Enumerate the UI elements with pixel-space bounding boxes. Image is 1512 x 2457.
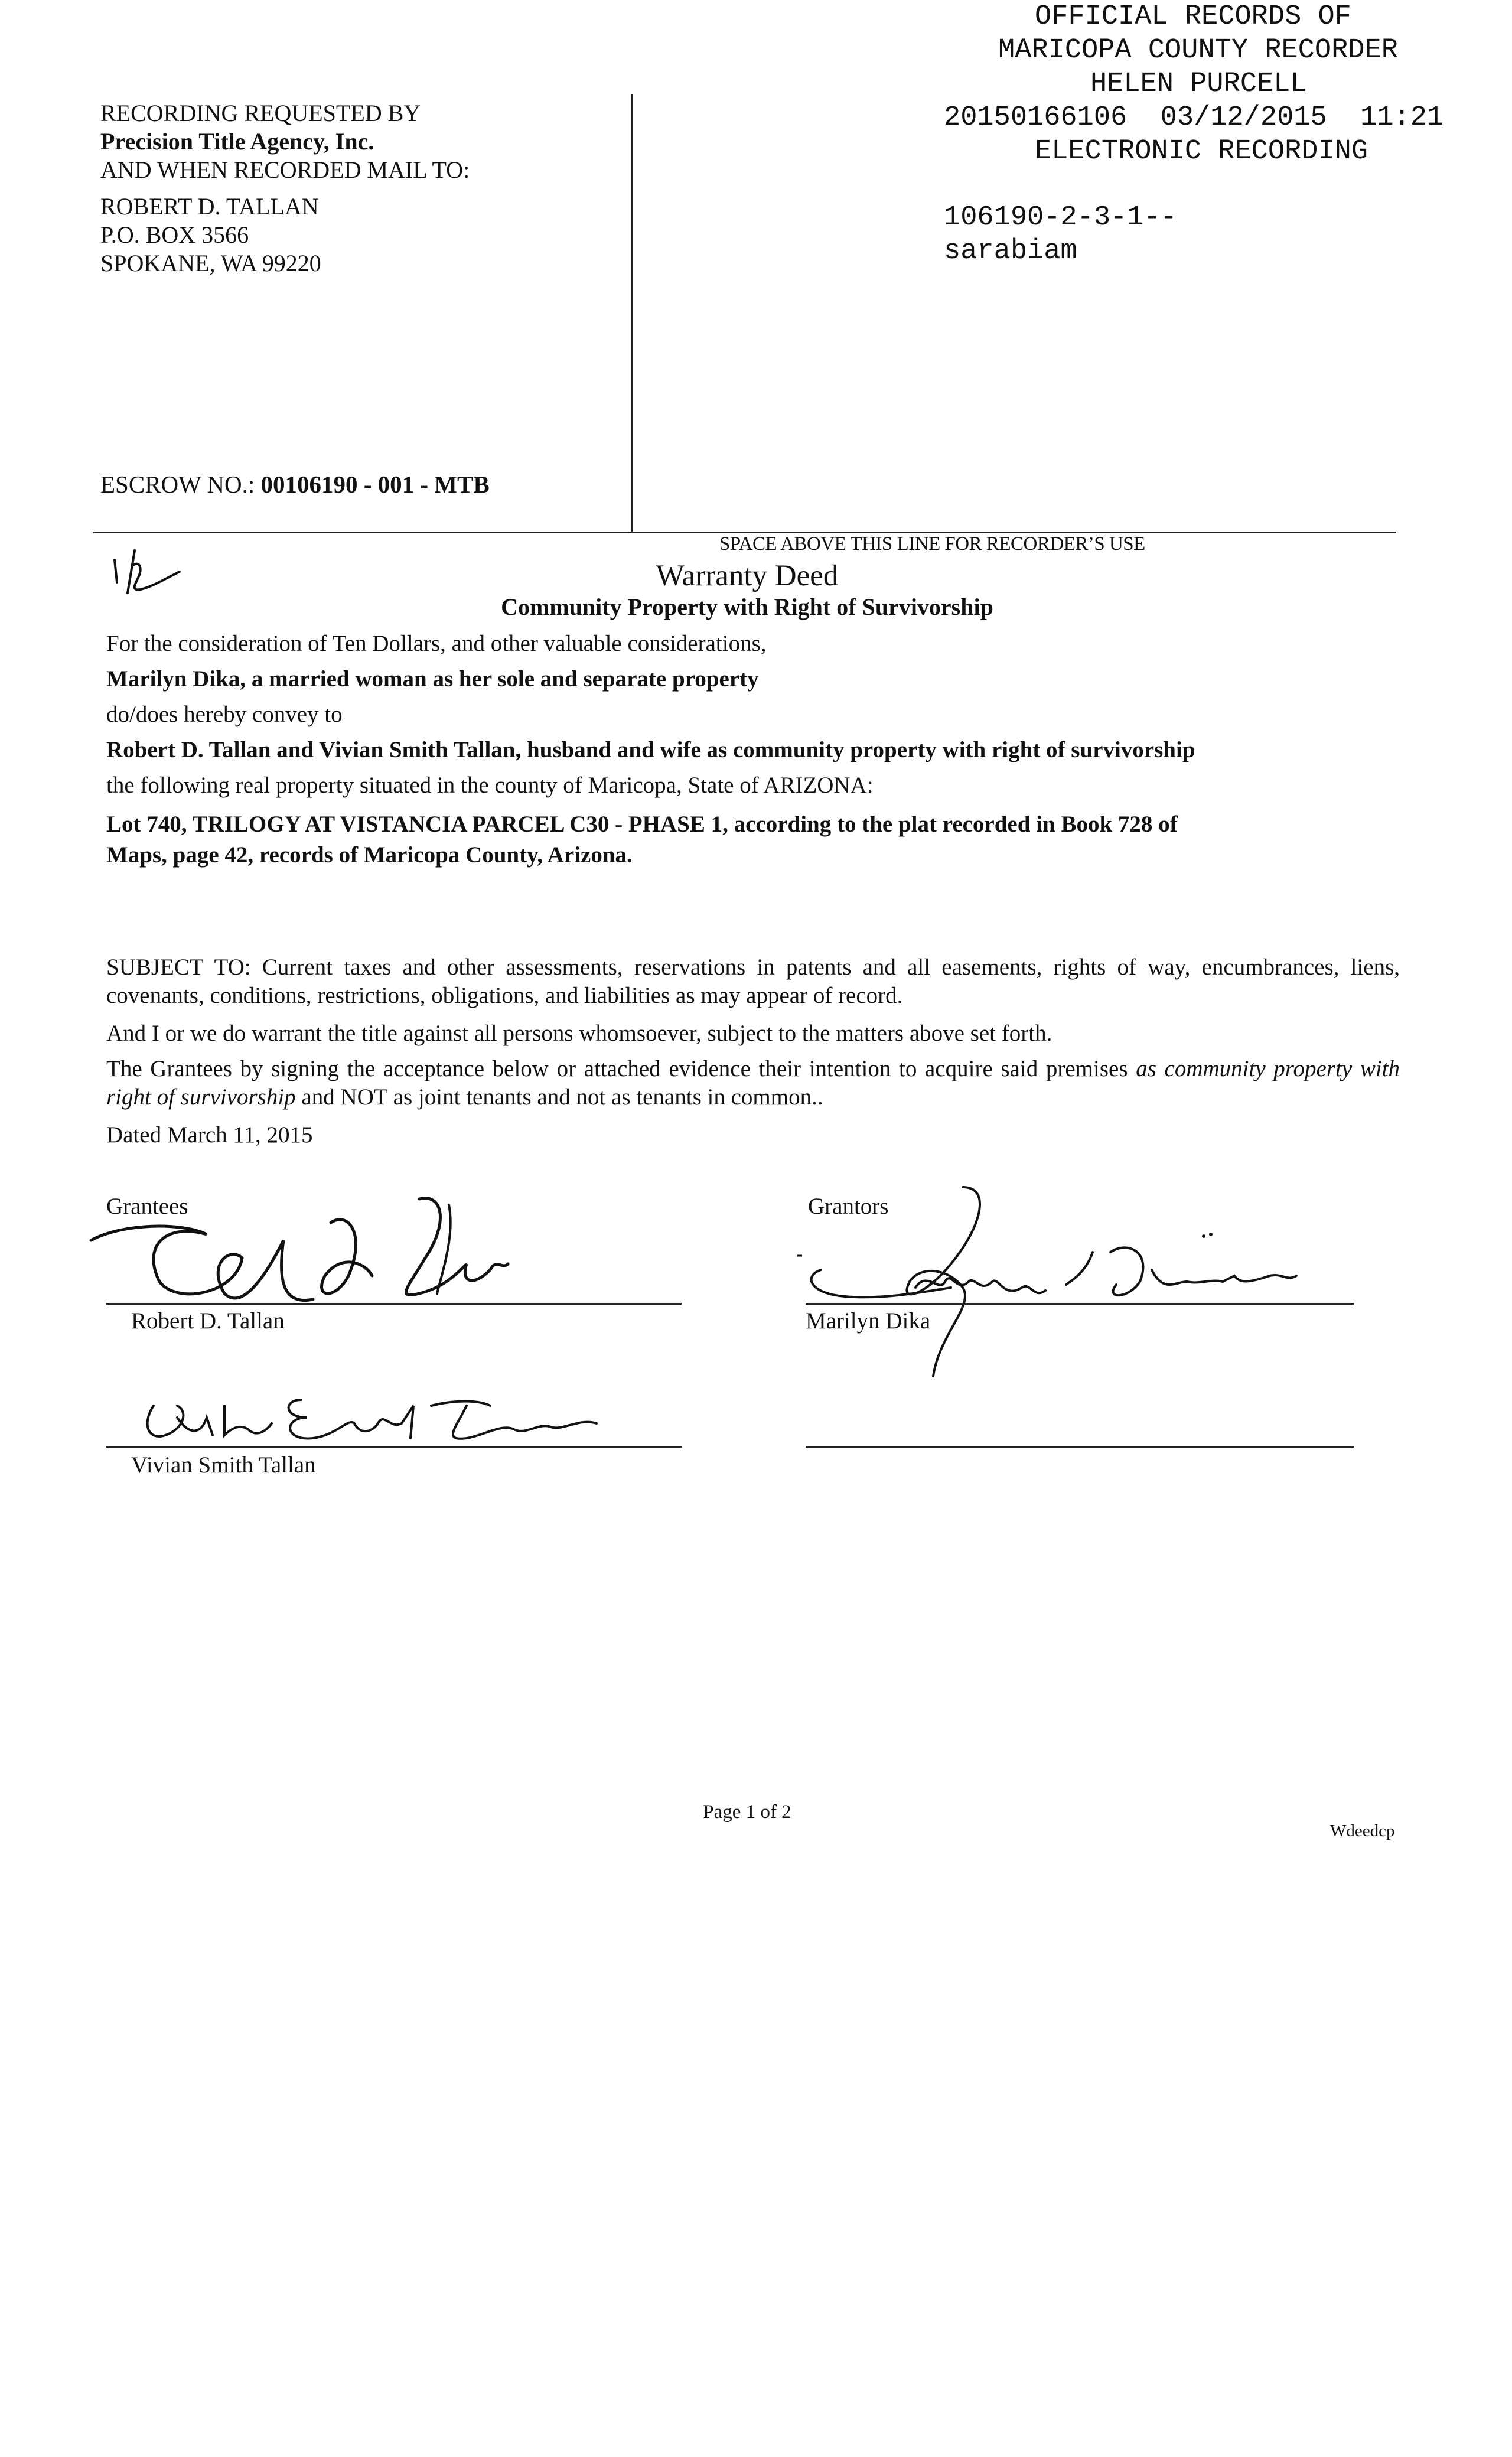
mail-to-label: AND WHEN RECORDED MAIL TO: bbox=[100, 157, 470, 183]
recording-box-divider bbox=[631, 94, 633, 533]
grantees-label: Grantees bbox=[106, 1194, 188, 1219]
escrow-value: 00106190 - 001 - MTB bbox=[260, 471, 490, 498]
mail-to-name: ROBERT D. TALLAN bbox=[100, 193, 319, 220]
stamp-line-5: ELECTRONIC RECORDING bbox=[1035, 136, 1368, 167]
mail-to-city: SPOKANE, WA 99220 bbox=[100, 250, 321, 276]
legal-description-line-2: Maps, page 42, records of Maricopa County, Arizona. bbox=[106, 842, 633, 868]
subject-to-text: SUBJECT TO: Current taxes and other assessments, reservations in patents and all easements, rights of way, encumbrances, liens, covenants, conditions, restrictions, obligations, and liabilities as may appear of record. bbox=[106, 954, 1400, 1008]
form-code: Wdeedcp bbox=[1330, 1821, 1395, 1840]
grantees-intent-part-2: and NOT as joint tenants and not as tenants in common.. bbox=[295, 1084, 823, 1110]
dated-text: Dated March 11, 2015 bbox=[106, 1122, 313, 1148]
grantee2-name: Vivian Smith Tallan bbox=[131, 1452, 316, 1478]
consideration-text: For the consideration of Ten Dollars, and other valuable considerations, bbox=[106, 631, 767, 656]
warranty-text: And I or we do warrant the title against all persons whomsoever, subject to the matters above set forth. bbox=[106, 1021, 1052, 1046]
legal-description-line-1: Lot 740, TRILOGY AT VISTANCIA PARCEL C30 - PHASE 1, according to the plat recorded in Book 728 of bbox=[106, 812, 1178, 837]
grantee1-signature bbox=[89, 1187, 514, 1317]
escrow-label: ESCROW NO.: bbox=[100, 471, 255, 498]
page-number: Page 1 of 2 bbox=[703, 1801, 791, 1823]
grantor2-signature-line bbox=[806, 1446, 1354, 1448]
deed-title: Warranty Deed bbox=[656, 559, 839, 592]
grantees-intent-text bbox=[106, 1055, 1400, 1112]
requested-by-label: RECORDING REQUESTED BY bbox=[100, 100, 421, 126]
grantor-description: Marilyn Dika, a married woman as her sole and separate property bbox=[106, 666, 759, 692]
recorders-use-caption: SPACE ABOVE THIS LINE FOR RECORDER’S USE bbox=[719, 533, 1145, 555]
grantor1-name: Marilyn Dika bbox=[806, 1308, 931, 1334]
grantee2-signature bbox=[136, 1382, 608, 1453]
stamp-line-7: sarabiam bbox=[944, 236, 1077, 267]
deed-subtitle: Community Property with Right of Survivorship bbox=[501, 594, 993, 620]
grantors-label: Grantors bbox=[808, 1194, 889, 1219]
grantee1-name: Robert D. Tallan bbox=[131, 1308, 285, 1334]
convey-text: do/does hereby convey to bbox=[106, 702, 343, 727]
stamp-line-4: 20150166106 03/12/2015 11:21 bbox=[944, 102, 1444, 133]
grantees-intent-italic: as community property with right of survivorship bbox=[106, 1056, 1400, 1110]
stamp-line-3: HELEN PURCELL bbox=[1090, 69, 1307, 100]
stamp-line-1: OFFICIAL RECORDS OF bbox=[1035, 1, 1351, 32]
escrow-number bbox=[100, 470, 490, 498]
recording-requested-block bbox=[100, 99, 470, 278]
stamp-line-6: 106190-2-3-1-- bbox=[944, 202, 1177, 233]
mail-to-box: P.O. BOX 3566 bbox=[100, 221, 249, 248]
stamp-line-2: MARICOPA COUNTY RECORDER bbox=[998, 35, 1398, 66]
requested-by-agency: Precision Title Agency, Inc. bbox=[100, 128, 374, 155]
grantees-intent-part-1: The Grantees by signing the acceptance below or attached evidence their intention to acquire said premises bbox=[106, 1056, 1136, 1081]
property-intro: the following real property situated in the county of Maricopa, State of ARIZONA: bbox=[106, 773, 874, 798]
grantee-description: Robert D. Tallan and Vivian Smith Tallan, husband and wife as community property with right of survivorship bbox=[106, 737, 1195, 762]
grantor1-signature bbox=[797, 1181, 1329, 1382]
